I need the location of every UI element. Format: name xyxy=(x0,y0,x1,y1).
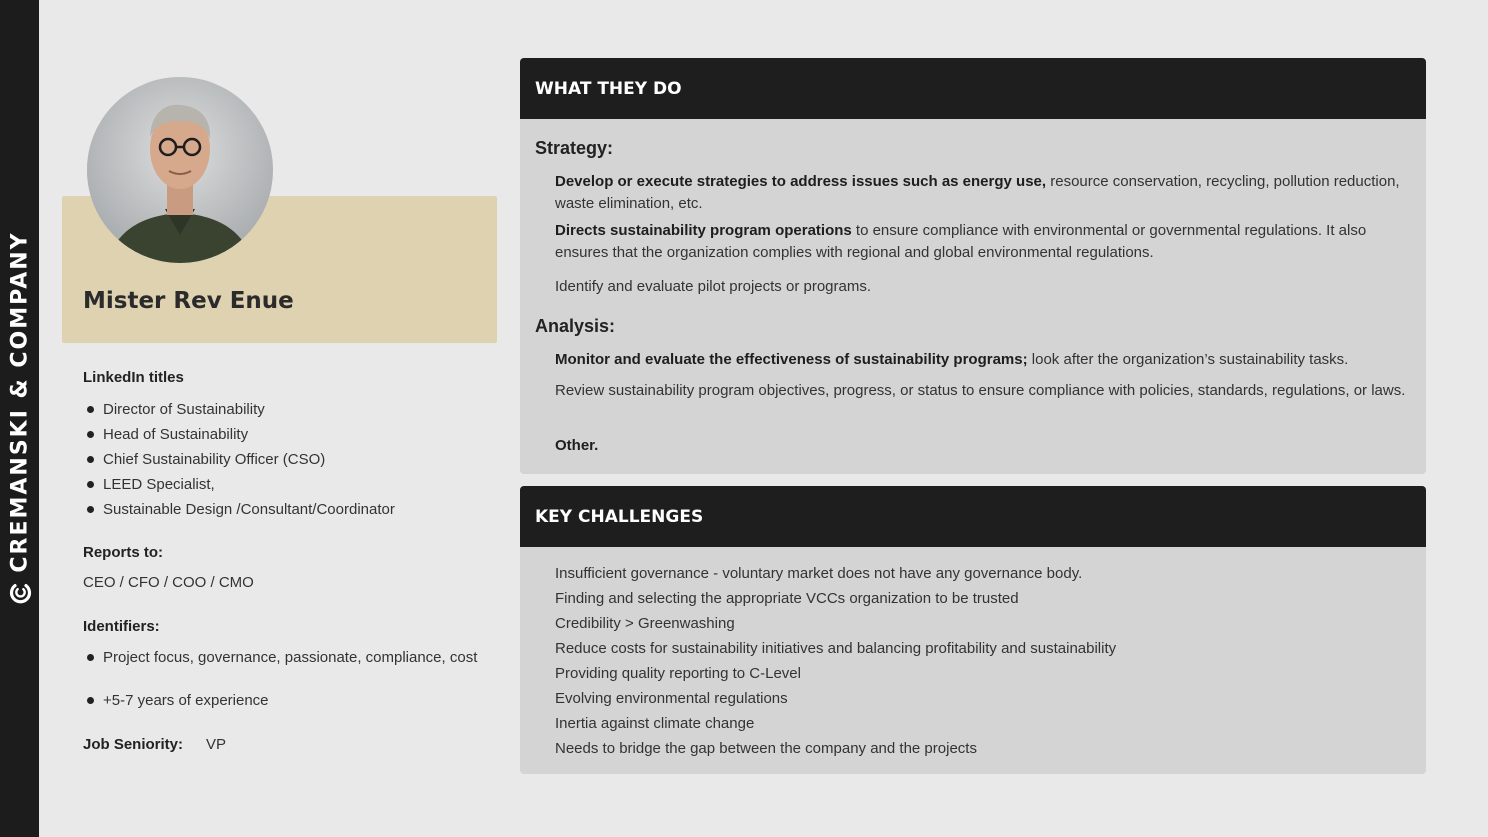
avatar xyxy=(87,77,273,263)
strategy-heading: Strategy: xyxy=(535,138,614,158)
what-they-do-body xyxy=(520,119,1426,474)
analysis-item-bold: Monitor and evaluate the effectiveness of sustainability programs; xyxy=(555,351,1028,368)
list-item: Chief Sustainability Officer (CSO) xyxy=(87,447,395,472)
strategy-item-bold: Directs sustainability program operations xyxy=(555,222,852,239)
identifiers-list-2 xyxy=(87,688,269,713)
brand-wordmark xyxy=(8,231,33,604)
list-item: Project focus, governance, passionate, compliance, cost xyxy=(87,645,477,670)
analysis-item-text: Review sustainability program objectives, progress, or status to ensure compliance with policies, standards, regulations, or laws. xyxy=(555,382,1406,399)
identifiers-list xyxy=(87,645,477,670)
linkedin-titles-label: LinkedIn titles xyxy=(83,369,184,386)
analysis-heading: Analysis: xyxy=(535,316,616,336)
what-they-do-panel xyxy=(520,58,1426,474)
strategy-item xyxy=(555,276,1410,298)
analysis-item xyxy=(555,435,1410,457)
list-item: +5-7 years of experience xyxy=(87,688,269,713)
linkedin-titles-list xyxy=(87,397,395,522)
strategy-item-text: resource conservation, recycling, pollution reduction, waste elimination, etc. xyxy=(555,173,1400,212)
strategy-item-bold: Develop or execute strategies to address issues such as energy use, xyxy=(555,173,1047,190)
job-seniority-value: VP xyxy=(206,736,227,753)
job-seniority-label: Job Seniority: xyxy=(83,736,184,753)
c-logo-icon xyxy=(8,581,32,605)
brand-sidebar xyxy=(0,0,39,837)
list-item: Insufficient governance - voluntary market does not have any governance body. xyxy=(555,565,1083,582)
list-item: LEED Specialist, xyxy=(87,472,395,497)
key-challenges-body xyxy=(520,547,1426,774)
strategy-item xyxy=(555,220,1410,264)
brand-name: CREMANSKI & COMPANY xyxy=(7,231,33,573)
portrait-image xyxy=(87,77,273,263)
strategy-item xyxy=(555,171,1410,215)
analysis-item-text: look after the organization’s sustainability tasks. xyxy=(1027,351,1349,368)
identifiers-label: Identifiers: xyxy=(83,618,160,635)
analysis-item-bold: Other. xyxy=(555,437,599,454)
strategy-item-text: Identify and evaluate pilot projects or programs. xyxy=(555,278,872,295)
list-item: Finding and selecting the appropriate VCCs organization to be trusted xyxy=(555,590,1019,607)
list-item: Head of Sustainability xyxy=(87,422,395,447)
strategy-item-text: to ensure compliance with environmental or governmental regulations. It also ensures that the organization complies with regional and global environmental regulations. xyxy=(555,222,1367,261)
reports-to-value: CEO / CFO / COO / CMO xyxy=(83,574,254,591)
what-they-do-header: WHAT THEY DO xyxy=(520,58,1426,119)
list-item: Credibility > Greenwashing xyxy=(555,615,735,632)
list-item: Evolving environmental regulations xyxy=(555,690,788,707)
list-item: Inertia against climate change xyxy=(555,715,755,732)
list-item: Reduce costs for sustainability initiatives and balancing profitability and sustainability xyxy=(555,640,1117,657)
reports-to-label: Reports to: xyxy=(83,544,163,561)
person-name: Mister Rev Enue xyxy=(83,288,294,314)
list-item: Providing quality reporting to C-Level xyxy=(555,665,801,682)
list-item: Director of Sustainability xyxy=(87,397,395,422)
key-challenges-panel xyxy=(520,486,1426,774)
key-challenges-header: KEY CHALLENGES xyxy=(520,486,1426,547)
list-item: Sustainable Design /Consultant/Coordinator xyxy=(87,497,395,522)
analysis-item xyxy=(555,349,1410,371)
analysis-item xyxy=(555,380,1410,402)
challenges-list xyxy=(555,561,1116,761)
list-item: Needs to bridge the gap between the company and the projects xyxy=(555,740,977,757)
